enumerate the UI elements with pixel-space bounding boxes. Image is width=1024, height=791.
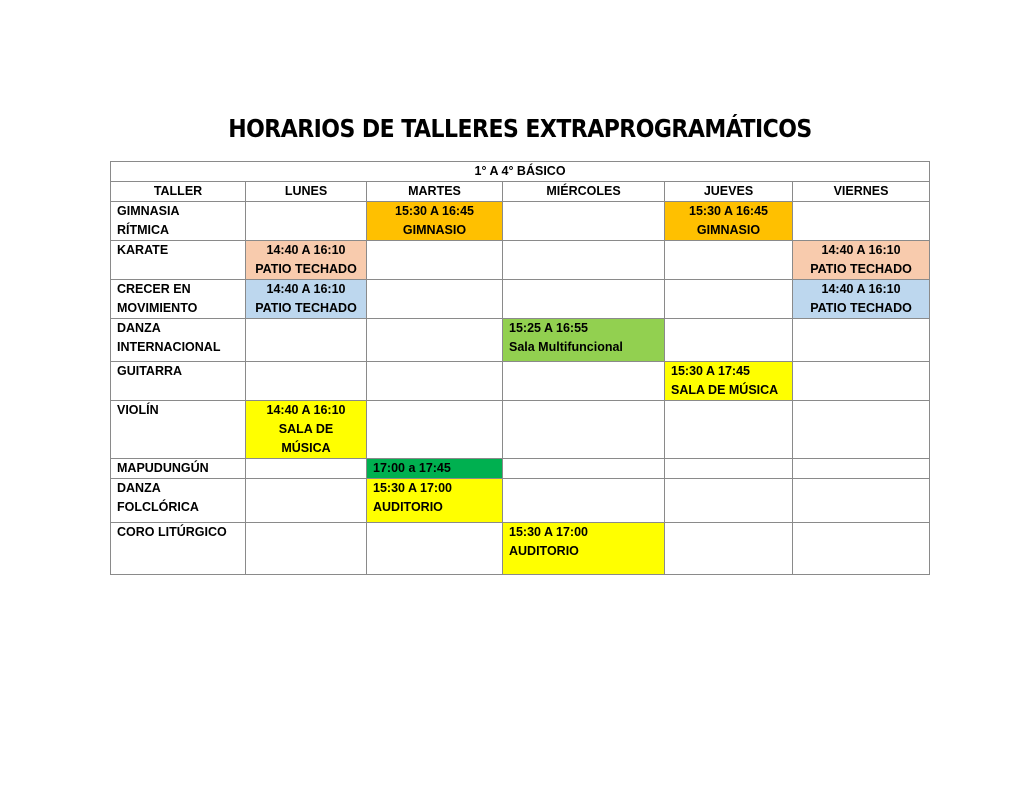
column-header-lunes: LUNES (246, 182, 367, 202)
schedule-cell-viernes (793, 362, 930, 401)
workshop-name (111, 479, 246, 523)
schedule-cell-line: 15:25 A 16:55 (509, 321, 588, 335)
schedule-cell-line: 15:30 A 17:45 (671, 364, 750, 378)
workshop-name-line: INTERNACIONAL (117, 340, 221, 354)
schedule-cell-line: 15:30 A 17:00 (509, 525, 588, 539)
schedule-cell-line: PATIO TECHADO (810, 262, 912, 276)
schedule-cell-martes (367, 280, 503, 319)
workshop-name-line: KARATE (117, 243, 169, 257)
workshop-name-line: CRECER EN (117, 282, 191, 296)
workshop-name (111, 202, 246, 241)
schedule-cell-martes (367, 401, 503, 459)
schedule-cell-lunes (246, 362, 367, 401)
table-row (111, 479, 930, 523)
page-title: HORARIOS DE TALLERES EXTRAPROGRAMÁTICOS (228, 114, 812, 143)
workshop-name (111, 280, 246, 319)
schedule-cell-line: MÚSICA (281, 441, 331, 455)
schedule-cell-jueves (665, 459, 793, 479)
table-row (111, 459, 930, 479)
workshop-name-line: DANZA (117, 481, 161, 495)
schedule-cell-jueves (665, 202, 793, 241)
schedule-cell-viernes (793, 319, 930, 362)
schedule-cell-viernes (793, 479, 930, 523)
schedule-cell-viernes (793, 523, 930, 575)
schedule-cell-jueves (665, 523, 793, 575)
schedule-cell-line: SALA DE MÚSICA (671, 383, 779, 397)
schedule-cell-lunes (246, 459, 367, 479)
workshop-name-line: FOLCLÓRICA (117, 500, 199, 514)
schedule-cell-line: PATIO TECHADO (255, 262, 357, 276)
schedule-cell-line: SALA DE (278, 422, 334, 436)
workshop-name (111, 523, 246, 575)
workshop-name (111, 241, 246, 280)
schedule-cell-miercoles (503, 401, 665, 459)
workshop-name-line: GIMNASIA (117, 204, 180, 218)
schedule-cell-line: 15:30 A 16:45 (689, 204, 768, 218)
schedule-cell-martes (367, 241, 503, 280)
schedule-table (110, 161, 930, 575)
workshop-name-line: MAPUDUNGÚN (117, 461, 209, 475)
schedule-cell-line: 15:30 A 17:00 (373, 481, 452, 495)
schedule-cell-line: GIMNASIO (402, 223, 467, 237)
column-header-taller: TALLER (111, 182, 246, 202)
schedule-cell-viernes (793, 241, 930, 280)
schedule-cell-jueves (665, 319, 793, 362)
workshop-name-line: MOVIMIENTO (117, 301, 198, 315)
table-row (111, 202, 930, 241)
schedule-cell-line: 15:30 A 16:45 (395, 204, 474, 218)
schedule-cell-martes (367, 319, 503, 362)
column-header-martes: MARTES (367, 182, 503, 202)
table-row (111, 362, 930, 401)
workshop-name (111, 362, 246, 401)
table-row (111, 523, 930, 575)
schedule-cell-jueves (665, 362, 793, 401)
schedule-cell-miercoles (503, 280, 665, 319)
table-row (111, 241, 930, 280)
schedule-cell-lunes (246, 319, 367, 362)
schedule-cell-miercoles (503, 362, 665, 401)
schedule-cell-martes (367, 523, 503, 575)
schedule-cell-viernes (793, 202, 930, 241)
schedule-cell-martes (367, 362, 503, 401)
workshop-name-line: CORO LITÚRGICO (117, 525, 227, 539)
schedule-cell-lunes (246, 280, 367, 319)
column-header-jueves: JUEVES (665, 182, 793, 202)
schedule-cell-line: 17:00 a 17:45 (373, 461, 451, 475)
schedule-cell-miercoles (503, 459, 665, 479)
schedule-cell-line: PATIO TECHADO (255, 301, 357, 315)
schedule-cell-miercoles (503, 479, 665, 523)
schedule-cell-miercoles (503, 202, 665, 241)
column-header-viernes: VIERNES (793, 182, 930, 202)
schedule-cell-line: 14:40 A 16:10 (266, 282, 346, 296)
schedule-cell-martes (367, 479, 503, 523)
schedule-cell-line: AUDITORIO (509, 544, 579, 558)
schedule-cell-line: 14:40 A 16:10 (821, 243, 901, 257)
schedule-cell-jueves (665, 401, 793, 459)
schedule-cell-jueves (665, 241, 793, 280)
workshop-name-line: RÍTMICA (117, 223, 170, 237)
workshop-name (111, 319, 246, 362)
schedule-cell-lunes (246, 202, 367, 241)
schedule-cell-jueves (665, 280, 793, 319)
table-row (111, 401, 930, 459)
schedule-cell-line: GIMNASIO (696, 223, 761, 237)
schedule-cell-lunes (246, 401, 367, 459)
schedule-cell-martes (367, 202, 503, 241)
table-row (111, 319, 930, 362)
schedule-cell-line: PATIO TECHADO (810, 301, 912, 315)
schedule-cell-lunes (246, 241, 367, 280)
schedule-cell-miercoles (503, 523, 665, 575)
workshop-name (111, 401, 246, 459)
schedule-cell-jueves (665, 479, 793, 523)
schedule-cell-viernes (793, 401, 930, 459)
table-row (111, 280, 930, 319)
schedule-cell-line: AUDITORIO (373, 500, 443, 514)
workshop-name (111, 459, 246, 479)
workshop-name-line: GUITARRA (117, 364, 183, 378)
workshop-name-line: DANZA (117, 321, 161, 335)
schedule-cell-line: 14:40 A 16:10 (821, 282, 901, 296)
workshop-name-line: VIOLÍN (117, 403, 159, 417)
schedule-cell-line: 14:40 A 16:10 (266, 403, 346, 417)
schedule-cell-miercoles (503, 241, 665, 280)
schedule-cell-miercoles (503, 319, 665, 362)
schedule-cell-viernes (793, 280, 930, 319)
schedule-cell-lunes (246, 479, 367, 523)
grade-band-header: 1° A 4° BÁSICO (111, 162, 930, 182)
schedule-cell-lunes (246, 523, 367, 575)
column-header-miercoles: MIÉRCOLES (503, 182, 665, 202)
schedule-cell-martes (367, 459, 503, 479)
schedule-cell-line: Sala Multifuncional (509, 340, 623, 354)
schedule-cell-viernes (793, 459, 930, 479)
schedule-cell-line: 14:40 A 16:10 (266, 243, 346, 257)
